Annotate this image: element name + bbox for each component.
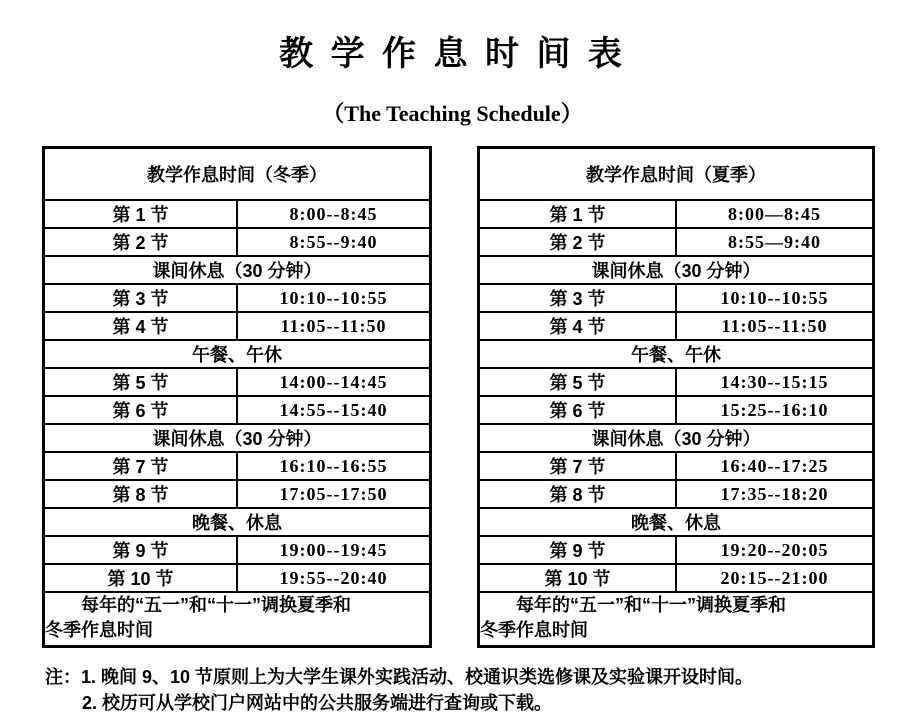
period-label: 第 7 节 xyxy=(479,452,677,480)
table-row xyxy=(44,228,431,256)
footer-note-line-1: 每年的“五一”和“十一”调换夏季和 xyxy=(81,595,351,615)
period-time: 19:00--19:45 xyxy=(237,536,431,564)
table-row xyxy=(479,508,874,536)
table-title-winter: 教学作息时间（冬季） xyxy=(44,148,431,201)
table-row xyxy=(479,312,874,340)
table-row xyxy=(44,424,431,452)
table-row xyxy=(479,396,874,424)
period-label: 第 3 节 xyxy=(479,284,677,312)
period-label: 第 8 节 xyxy=(479,480,677,508)
footer-note-line-1: 每年的“五一”和“十一”调换夏季和 xyxy=(516,595,786,615)
period-label: 第 6 节 xyxy=(479,396,677,424)
period-time: 16:10--16:55 xyxy=(237,452,431,480)
table-row xyxy=(44,284,431,312)
table-row xyxy=(44,200,431,228)
note-line-2 xyxy=(45,690,885,716)
table-row xyxy=(44,368,431,396)
section-row: 晚餐、休息 xyxy=(479,508,874,536)
period-time: 10:10--10:55 xyxy=(237,284,431,312)
table-title-summer: 教学作息时间（夏季） xyxy=(479,148,874,201)
period-label: 第 5 节 xyxy=(479,368,677,396)
period-label: 第 6 节 xyxy=(44,396,238,424)
footer-note-line-2: 冬季作息时间 xyxy=(480,620,588,640)
period-time: 17:05--17:50 xyxy=(237,480,431,508)
period-label: 第 9 节 xyxy=(44,536,238,564)
period-label: 第 2 节 xyxy=(44,228,238,256)
table-footer-note xyxy=(44,592,431,647)
table-row xyxy=(44,508,431,536)
table-row xyxy=(479,284,874,312)
period-time: 16:40--17:25 xyxy=(676,452,874,480)
period-label: 第 8 节 xyxy=(44,480,238,508)
period-time: 8:55--9:40 xyxy=(237,228,431,256)
period-label: 第 7 节 xyxy=(44,452,238,480)
table-row xyxy=(44,312,431,340)
period-label: 第 10 节 xyxy=(44,564,238,592)
period-label: 第 3 节 xyxy=(44,284,238,312)
notes-prefix: 注： xyxy=(45,667,81,687)
table-row xyxy=(479,200,874,228)
table-row xyxy=(479,228,874,256)
table-row xyxy=(479,536,874,564)
note-item-1: 1. 晚间 9、10 节原则上为大学生课外实践活动、校通识类选修课及实验课开设时间。 xyxy=(81,667,754,687)
table-row xyxy=(44,452,431,480)
footer-note-line-2: 冬季作息时间 xyxy=(45,620,153,640)
period-time: 19:55--20:40 xyxy=(237,564,431,592)
period-label: 第 1 节 xyxy=(44,200,238,228)
schedule-table-winter xyxy=(42,146,432,648)
note-line-1 xyxy=(45,664,885,690)
period-label: 第 4 节 xyxy=(479,312,677,340)
section-row: 课间休息（30 分钟） xyxy=(44,424,431,452)
table-row xyxy=(44,536,431,564)
section-row: 午餐、午休 xyxy=(44,340,431,368)
table-row xyxy=(479,424,874,452)
period-time: 17:35--18:20 xyxy=(676,480,874,508)
note-item-2: 2. 校历可从学校门户网站中的公共服务端进行查询或下载。 xyxy=(82,693,553,713)
period-label: 第 1 节 xyxy=(479,200,677,228)
period-time: 14:00--14:45 xyxy=(237,368,431,396)
period-time: 15:25--16:10 xyxy=(676,396,874,424)
period-label: 第 10 节 xyxy=(479,564,677,592)
period-label: 第 5 节 xyxy=(44,368,238,396)
table-row xyxy=(479,480,874,508)
section-row: 课间休息（30 分钟） xyxy=(44,256,431,284)
table-footer-note xyxy=(479,592,874,647)
table-row xyxy=(44,564,431,592)
table-row xyxy=(479,340,874,368)
table-row xyxy=(479,452,874,480)
period-label: 第 4 节 xyxy=(44,312,238,340)
page-title: 教 学 作 息 时 间 表 xyxy=(279,35,626,73)
period-label: 第 2 节 xyxy=(479,228,677,256)
notes xyxy=(45,664,885,716)
tables-container xyxy=(42,146,875,648)
section-row: 晚餐、休息 xyxy=(44,508,431,536)
schedule-table-summer xyxy=(477,146,875,648)
section-row: 课间休息（30 分钟） xyxy=(479,256,874,284)
table-row xyxy=(44,396,431,424)
period-time: 20:15--21:00 xyxy=(676,564,874,592)
period-time: 8:00—8:45 xyxy=(676,200,874,228)
table-row xyxy=(44,480,431,508)
table-row xyxy=(479,256,874,284)
table-row xyxy=(479,564,874,592)
period-time: 10:10--10:55 xyxy=(676,284,874,312)
period-time: 11:05--11:50 xyxy=(237,312,431,340)
table-row xyxy=(44,340,431,368)
page-subtitle: （The Teaching Schedule） xyxy=(322,101,583,126)
table-row xyxy=(479,368,874,396)
section-row: 午餐、午休 xyxy=(479,340,874,368)
period-time: 19:20--20:05 xyxy=(676,536,874,564)
period-time: 14:30--15:15 xyxy=(676,368,874,396)
period-label: 第 9 节 xyxy=(479,536,677,564)
period-time: 8:55—9:40 xyxy=(676,228,874,256)
period-time: 14:55--15:40 xyxy=(237,396,431,424)
period-time: 8:00--8:45 xyxy=(237,200,431,228)
table-row xyxy=(44,256,431,284)
section-row: 课间休息（30 分钟） xyxy=(479,424,874,452)
period-time: 11:05--11:50 xyxy=(676,312,874,340)
